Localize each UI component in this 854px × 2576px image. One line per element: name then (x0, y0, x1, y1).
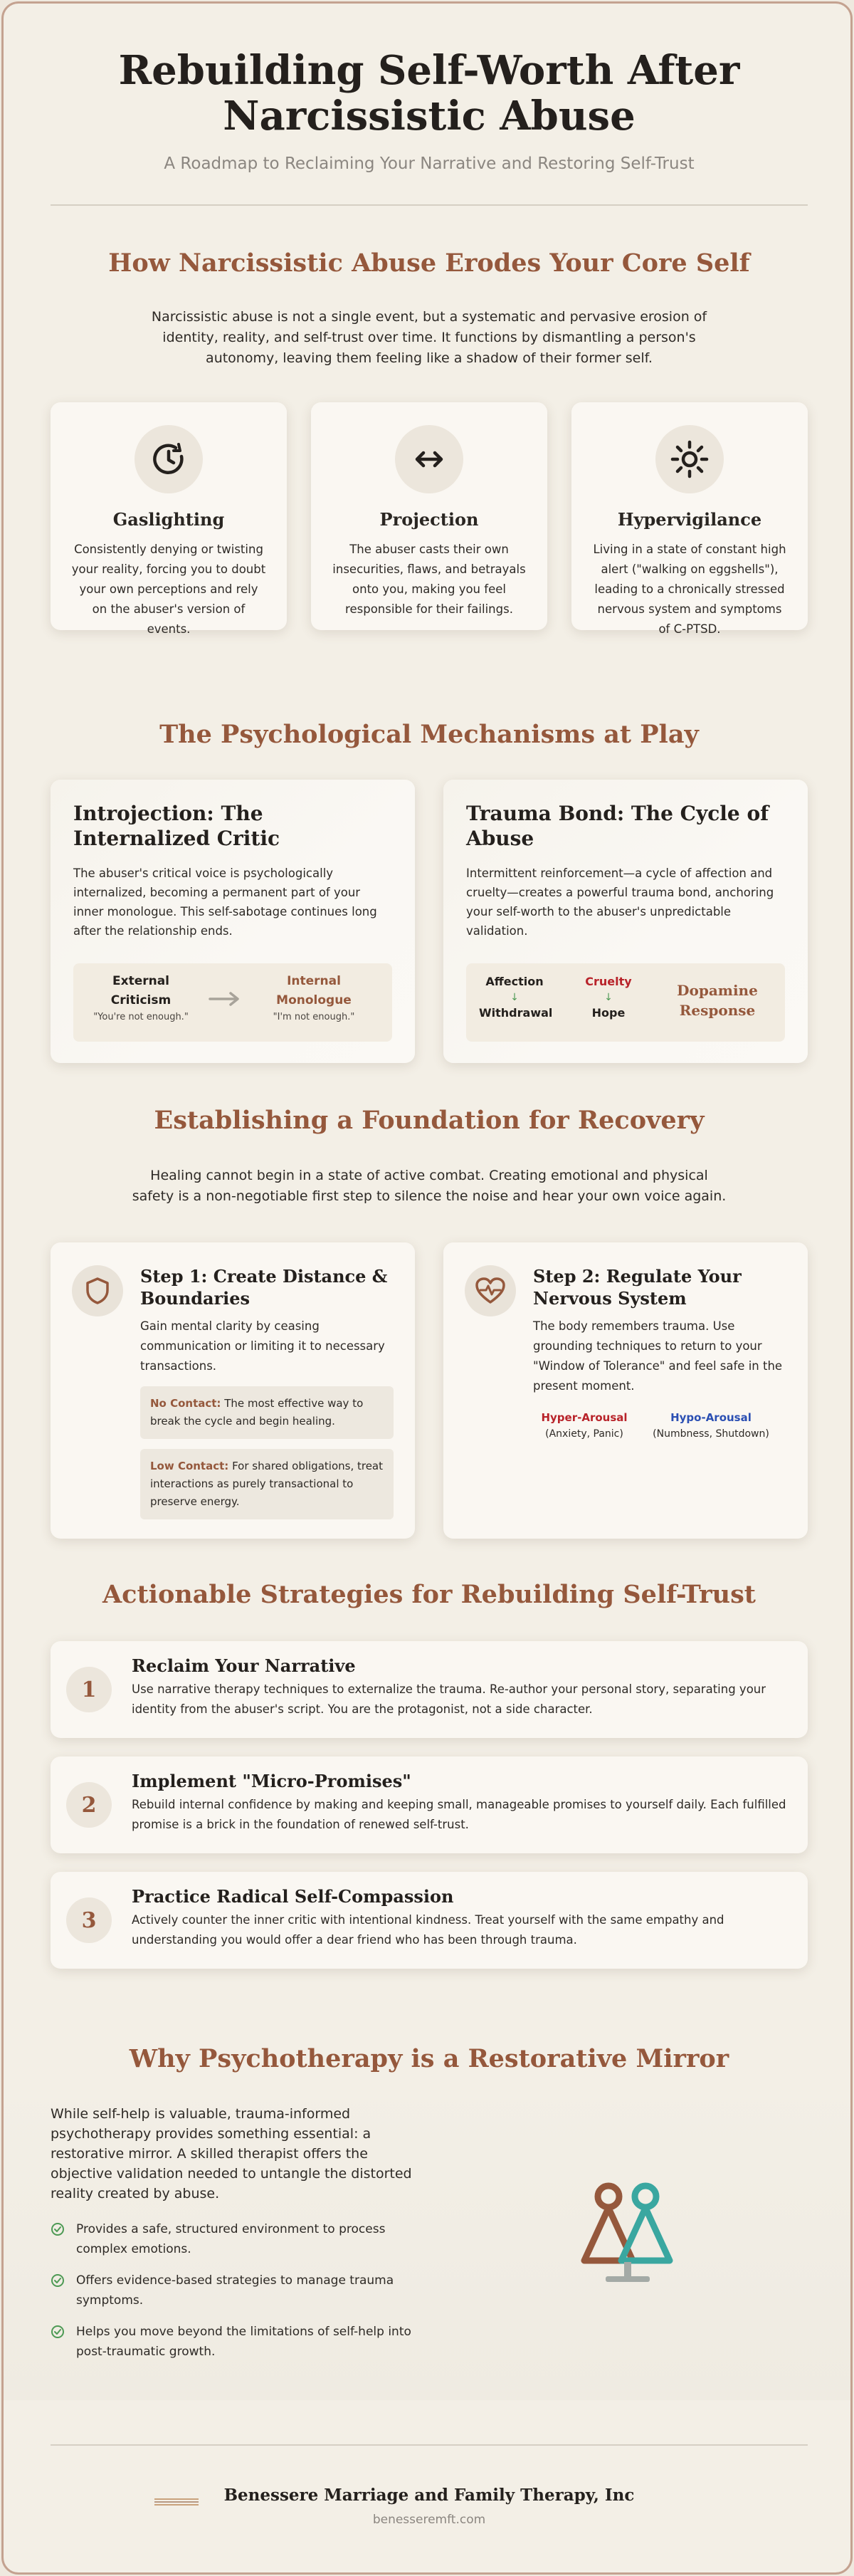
step2-title-line-2: Nervous System (533, 1288, 687, 1309)
footer-divider (51, 2444, 808, 2446)
hypervigilance-card (571, 402, 808, 636)
trauma-bond-title-line-1: Trauma Bond: The Cycle of (466, 802, 769, 825)
hyper-arousal-label: Hyper-Arousal (541, 1411, 628, 1424)
sun-alert-icon (655, 425, 724, 493)
introjection-title-line-1: Introjection: The (73, 802, 263, 825)
trauma-bond-card (443, 780, 808, 1063)
strategy-number: 2 (66, 1782, 112, 1828)
low-contact-note (140, 1449, 394, 1519)
external-label-1: External (112, 974, 170, 988)
hyper-arousal-desc: (Anxiety, Panic) (545, 1428, 623, 1440)
hypo-arousal (640, 1409, 782, 1442)
arousal-legend (533, 1409, 786, 1452)
hypervigilance-title: Hypervigilance (617, 509, 762, 530)
gaslighting-title: Gaslighting (112, 509, 225, 530)
benefit-text: Helps you move beyond the limitations of self-help into post-traumatic growth. (76, 2325, 411, 2359)
header-divider (51, 204, 808, 206)
clock-arrow-icon (135, 425, 203, 493)
right-arrow-icon (207, 990, 241, 1007)
down-arrow-icon: ↓ (510, 992, 519, 1003)
hope-label: Hope (591, 1006, 626, 1020)
list-item (51, 2271, 421, 2310)
hypo-arousal-label: Hypo-Arousal (670, 1411, 752, 1424)
strategy-title: Reclaim Your Narrative (132, 1655, 356, 1676)
strategies-section-title: Actionable Strategies for Rebuilding Self-Trust (102, 1580, 756, 1609)
check-circle-icon (51, 2273, 65, 2288)
company-url[interactable]: benesseremft.com (372, 2513, 486, 2527)
trauma-bond-diagram (466, 963, 785, 1042)
gaslighting-card (51, 402, 287, 636)
external-criticism (80, 972, 201, 1022)
no-contact-note (140, 1386, 394, 1439)
benefit-text: Offers evidence-based strategies to manage trauma symptoms. (76, 2273, 394, 2308)
step2-title (533, 1265, 786, 1309)
projection-card (311, 402, 547, 630)
introjection-title (73, 801, 392, 851)
introjection-text: The abuser's critical voice is psychologically internalized, becoming a permanent part of your inner monologue. This self-sabotage continues long after the relationship ends. (73, 866, 377, 938)
introjection-diagram (73, 963, 392, 1042)
internal-monologue (251, 972, 376, 1022)
strategy-number: 1 (66, 1667, 112, 1712)
double-arrow-icon (395, 425, 463, 493)
page-title (4, 48, 853, 139)
dopamine-label: Dopamine (677, 982, 758, 999)
infographic-page (1, 1, 853, 2575)
trauma-bond-title (466, 801, 785, 851)
check-circle-icon (51, 2222, 65, 2236)
step1-title (140, 1265, 394, 1309)
step1-title-line-1: Step 1: Create Distance & (140, 1266, 388, 1287)
list-item (51, 2322, 421, 2362)
strategy-text: Actively counter the inner critic with intentional kindness. Treat yourself with the same empathy and understanding you would offer a dear friend who has been through trauma. (132, 1913, 724, 1947)
page-subtitle: A Roadmap to Reclaiming Your Narrative and Restoring Self-Trust (164, 155, 695, 173)
strategy-number: 3 (66, 1897, 112, 1943)
hypervigilance-text: Living in a state of constant high alert ("walking on eggshells"), leading to a chronically stressed nervous system and symptoms of C-PTSD. (593, 543, 786, 636)
gaslighting-text: Consistently denying or twisting your reality, forcing you to doubt your own perceptions and rely on the abuser's version of events. (71, 543, 266, 636)
dopamine-response (664, 980, 771, 1020)
external-quote: "You're not enough." (93, 1012, 189, 1022)
page-header (4, 48, 853, 173)
affection-withdrawal (479, 973, 553, 1022)
low-contact-text: For shared obligations, treat interactions as purely transactional to preserve energy. (150, 1460, 384, 1508)
step1-text: Gain mental clarity by ceasing communication or limiting it to necessary transactions. (140, 1319, 385, 1373)
psychotherapy-section-title: Why Psychotherapy is a Restorative Mirror (129, 2044, 729, 2073)
step2-card (443, 1242, 808, 1539)
step2-title-line-1: Step 2: Regulate Your (533, 1266, 742, 1287)
strategy-3 (51, 1872, 808, 1969)
psychotherapy-text: While self-help is valuable, trauma-informed psychotherapy provides something essential: a restorative mirror. A skilled therapist offers the objective validation needed to untangle the distorted reality created by abuse. (51, 2106, 412, 2201)
withdrawal-label: Withdrawal (479, 1006, 553, 1020)
list-item (51, 2219, 421, 2259)
heart-pulse-icon (465, 1265, 516, 1316)
trauma-bond-text: Intermittent reinforcement—a cycle of affection and cruelty—creates a powerful trauma bond, anchoring your self-worth to the abuser's unpredictable validation. (466, 866, 774, 938)
mechanisms-section-title: The Psychological Mechanisms at Play (159, 720, 699, 749)
foundation-intro: Healing cannot begin in a state of active combat. Creating emotional and physical safety is a non-negotiable first step to silence the noise and hear your own voice again. (132, 1168, 727, 1204)
response-label: Response (679, 1002, 756, 1019)
introjection-card (51, 780, 415, 1063)
trauma-bond-title-line-2: Abuse (466, 827, 534, 850)
check-circle-icon (51, 2325, 65, 2339)
internal-label-1: Internal (287, 974, 341, 988)
no-contact-label: No Contact: (150, 1397, 221, 1410)
projection-text: The abuser casts their own insecurities, flaws, and betrayals onto you, making you feel responsible for their failings. (332, 543, 526, 616)
hyper-arousal (533, 1409, 636, 1442)
step2-text: The body remembers trauma. Use grounding techniques to return to your "Window of Tolerance" and feel safe in the present moment. (533, 1319, 783, 1393)
internal-quote: "I'm not enough." (273, 1012, 355, 1022)
foundation-section-title: Establishing a Foundation for Recovery (154, 1106, 705, 1135)
projection-title: Projection (379, 509, 479, 530)
step1-card (51, 1242, 415, 1539)
internal-label-2: Monologue (276, 993, 352, 1007)
title-line-2: Narcissistic Abuse (223, 93, 636, 140)
benefit-text: Provides a safe, structured environment to process complex emotions. (76, 2222, 386, 2256)
hypo-arousal-desc: (Numbness, Shutdown) (653, 1428, 769, 1440)
external-label-2: Criticism (110, 993, 172, 1007)
strategy-text: Use narrative therapy techniques to externalize the trauma. Re-author your personal story, separating your identity from the abuser's script. You are the protagonist, not a side character. (132, 1682, 766, 1716)
company-name: Benessere Marriage and Family Therapy, Inc (223, 2486, 635, 2505)
title-line-1: Rebuilding Self-Worth After (118, 47, 740, 94)
step1-title-line-2: Boundaries (140, 1288, 251, 1309)
introjection-title-line-2: Internalized Critic (73, 827, 280, 850)
psychotherapy-benefits (51, 2219, 421, 2373)
down-arrow-icon: ↓ (604, 992, 613, 1003)
shield-icon (72, 1265, 123, 1316)
step1-body (140, 1265, 394, 1519)
no-contact-text: The most effective way to break the cycle and begin healing. (150, 1397, 364, 1428)
cruelty-hope (580, 973, 637, 1022)
erosion-intro: Narcissistic abuse is not a single event, but a systematic and pervasive erosion of identity, reality, and self-trust over time. It functions by dismantling a person's autonomy, leaving them feeling like a shadow of their former self. (151, 309, 707, 366)
strategy-1 (51, 1641, 808, 1738)
affection-label: Affection (485, 975, 544, 988)
low-contact-label: Low Contact: (150, 1460, 229, 1472)
erosion-section-title: How Narcissistic Abuse Erodes Your Core Self (108, 248, 750, 278)
two-figures-mirror-icon (577, 2181, 684, 2295)
strategy-title: Practice Radical Self-Compassion (132, 1886, 454, 1907)
cruelty-label: Cruelty (585, 975, 632, 988)
step2-body (533, 1265, 786, 1452)
strategy-2 (51, 1756, 808, 1853)
strategy-title: Implement "Micro-Promises" (132, 1771, 411, 1791)
strategy-text: Rebuild internal confidence by making and keeping small, manageable promises to yourself daily. Each fulfilled promise is a brick in the foundation of renewed self-trust. (132, 1798, 786, 1831)
